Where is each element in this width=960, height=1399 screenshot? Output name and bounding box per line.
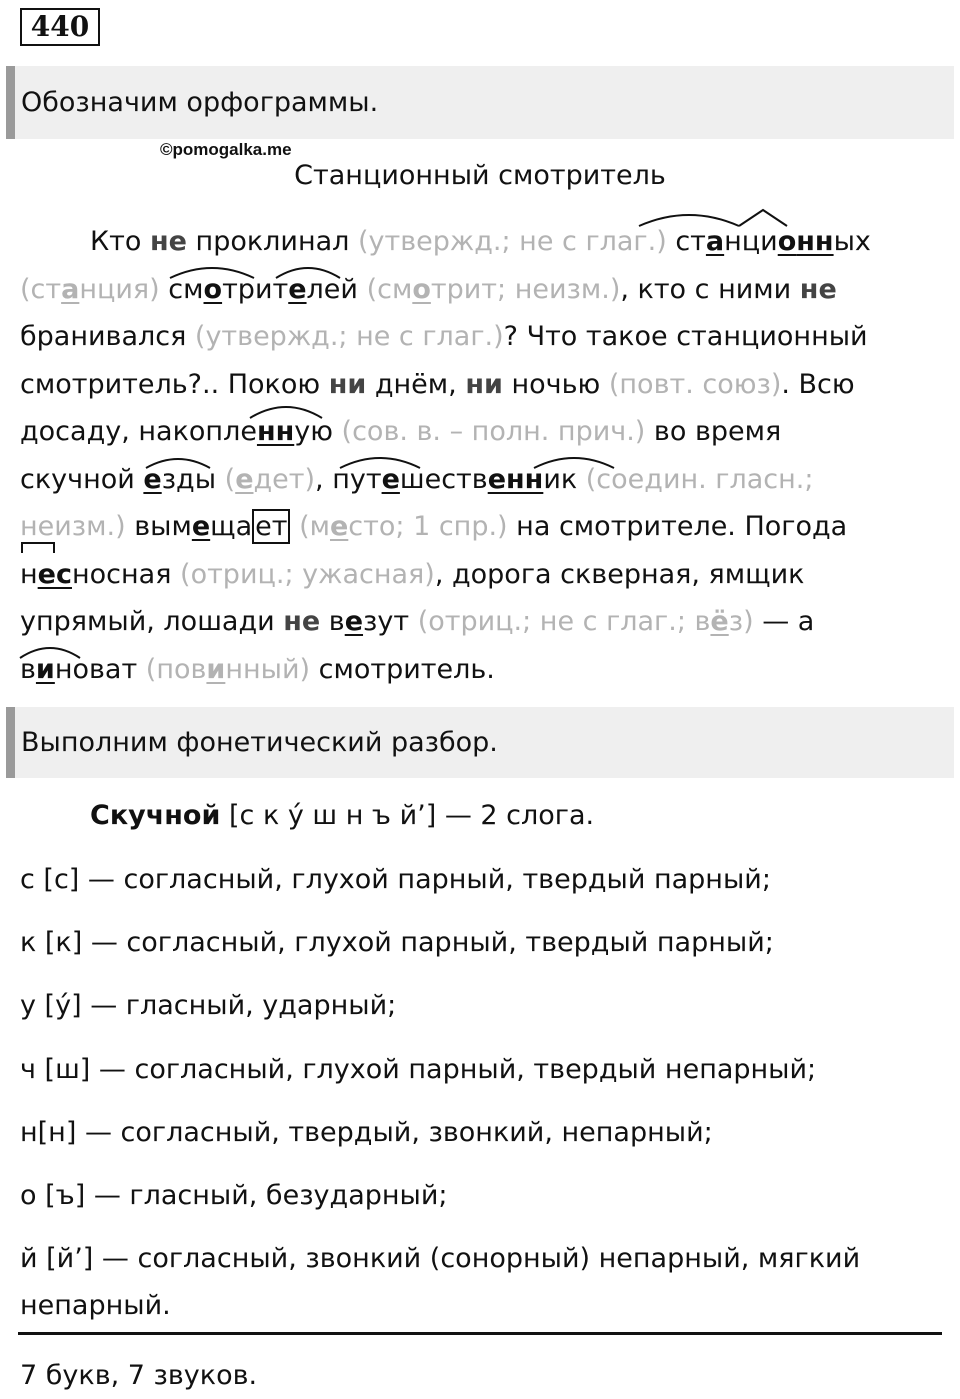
phonetic-transcription: [с к у́ ш н ъ й’] — 2 слога. [220, 800, 595, 831]
phonetic-row: у [у́] — гласный, ударный; [20, 990, 397, 1021]
passage-line-10: виноват (повинный) смотритель. [20, 646, 940, 694]
phonetic-row: о [ъ] — гласный, безударный; [20, 1180, 448, 1211]
phonetic-row: к [к] — согласный, глухой парный, твердый парный; [20, 927, 774, 958]
explanation: (отриц.; ужасная) [180, 558, 435, 590]
phonetic-row: ч [ш] — согласный, глухой парный, твердый непарный; [20, 1054, 817, 1085]
orthogram-vowel: е [381, 463, 400, 495]
passage-line-3: бранивался (утвержд.; не с глаг.)? Что такое станционный [20, 321, 868, 352]
orthogram-vowel: е [143, 463, 162, 495]
phonetic-row: й [й’] — согласный, звонкий (сонорный) непарный, мягкий [20, 1243, 861, 1274]
passage-line-6: скучной езды (едет), путешественник (соедин. гласн.; [20, 456, 940, 504]
explanation: (утвержд.; не с глаг.) [358, 226, 667, 257]
orthogram-vowel: е [344, 606, 364, 637]
particle-ne: не [283, 606, 321, 637]
orthogram-vowel: и [35, 653, 55, 685]
exercise-number: 440 [20, 8, 100, 46]
particle-ne: не [799, 273, 837, 305]
explanation: (повт. союз) [608, 368, 782, 400]
phonetic-word-line [20, 800, 940, 831]
orthogram-vowel: е [487, 463, 507, 495]
explanation: (утвержд.; не с глаг.) [194, 321, 504, 352]
phonetic-row: непарный. [20, 1290, 171, 1321]
passage-line-2: (станция) смотрителей (смотрит; неизм.), кто с ними не [20, 266, 940, 314]
explanation: (сов. в. – полн. прич.) [341, 416, 646, 447]
section-heading-phonetic [6, 707, 954, 778]
orthogram-vowel: о [777, 226, 797, 257]
passage-line-8: несносная (отриц.; ужасная), дорога скверная, ямщик [20, 551, 940, 599]
particle-ni: ни [328, 368, 367, 400]
section-heading-text: Обозначим орфограммы. [21, 87, 379, 118]
orthogram-vowel: е [288, 273, 307, 305]
orthogram-double-n: нн [256, 416, 295, 447]
phonetic-word: Скучной [90, 800, 221, 831]
orthogram-vowel: о [203, 273, 223, 305]
phonetic-row: н[н] — согласный, твердый, звонкий, непарный; [20, 1117, 713, 1148]
passage-line-9: упрямый, лошади не везут (отриц.; не с глаг.; вёз) — а [20, 606, 815, 637]
phonetic-summary: 7 букв, 7 звуков. [20, 1360, 258, 1391]
orthogram-vowel: е [191, 511, 211, 542]
passage [20, 218, 940, 693]
divider [18, 1332, 942, 1335]
orthogram-double-n: нн [506, 463, 544, 495]
particle-ni: ни [465, 368, 503, 400]
passage-line-7: неизм.) вымеща ет (место; 1 спр.) на смотрителе. Погода [20, 511, 848, 542]
watermark: ©pomogalka.me [160, 140, 292, 159]
particle-ne: не [150, 226, 187, 257]
orthogram-double-n: нн [796, 226, 834, 257]
ending-box: ет [252, 509, 290, 544]
passage-line-4: смотритель?.. Покою ни днём, ни ночью (повт. союз). Всю [20, 368, 855, 400]
passage-line-1: Кто не проклинал (утвержд.; не с глаг.) станционных [20, 218, 940, 266]
passage-line-5: досаду, накопленную (сов. в. – полн. прич.) во время [20, 408, 940, 456]
section-heading-orthograms [6, 66, 954, 139]
orthogram-prefix: ес [37, 558, 72, 590]
orthogram-vowel: а [705, 226, 725, 257]
section-heading-text: Выполним фонетический разбор. [21, 727, 498, 758]
phonetic-row: с [с] — согласный, глухой парный, твердый парный; [20, 864, 771, 895]
text-title: Станционный смотритель [294, 160, 666, 191]
